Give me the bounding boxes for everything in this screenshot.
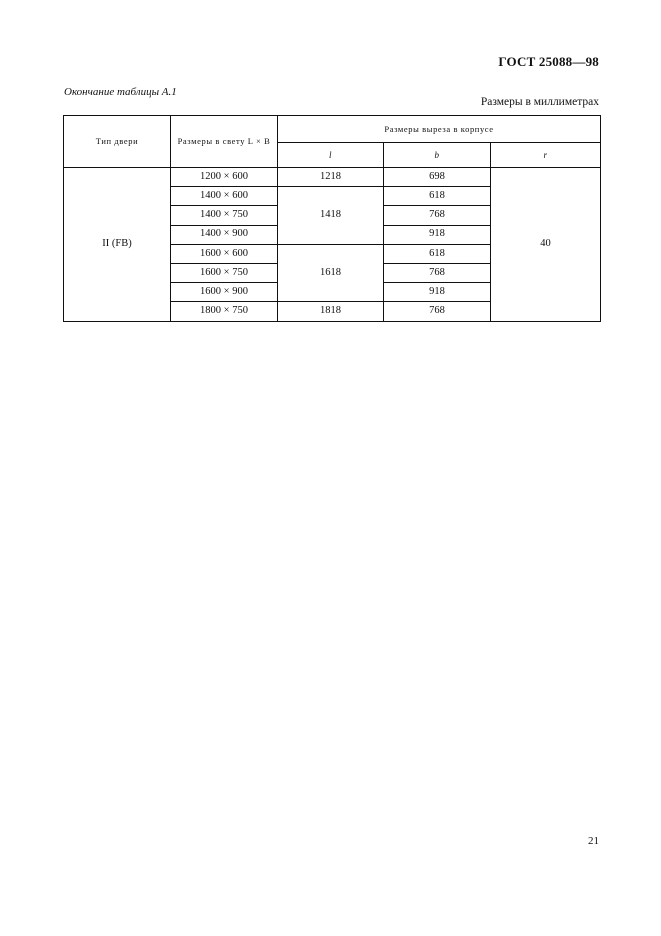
b-cell: 918	[384, 283, 491, 302]
b-cell: 768	[384, 302, 491, 321]
header-col-l: l	[278, 143, 384, 168]
table-row	[64, 168, 601, 187]
header-cutout-group: Размеры выреза в корпусе	[278, 116, 601, 143]
header-door-type: Тип двери	[64, 116, 171, 168]
page-number: 21	[588, 835, 599, 847]
b-cell: 618	[384, 244, 491, 263]
table-caption: Окончание таблицы А.1	[64, 86, 177, 98]
r-cell: 40	[491, 168, 601, 322]
units-note: Размеры в миллиметрах	[480, 96, 599, 108]
b-cell: 918	[384, 225, 491, 244]
header-col-r: r	[491, 143, 601, 168]
dimensions-table	[63, 115, 601, 322]
size-cell: 1400 × 750	[171, 206, 278, 225]
l-cell: 1818	[278, 302, 384, 321]
size-cell: 1400 × 900	[171, 225, 278, 244]
l-cell: 1218	[278, 168, 384, 187]
l-cell: 1418	[278, 187, 384, 245]
size-cell: 1200 × 600	[171, 168, 278, 187]
table-header-row	[64, 116, 601, 143]
header-col-b: b	[384, 143, 491, 168]
size-cell: 1800 × 750	[171, 302, 278, 321]
standard-designation: ГОСТ 25088—98	[498, 54, 599, 69]
b-cell: 618	[384, 187, 491, 206]
header-clear-size: Размеры в свету L × B	[171, 116, 278, 168]
size-cell: 1600 × 900	[171, 283, 278, 302]
b-cell: 768	[384, 206, 491, 225]
size-cell: 1600 × 750	[171, 263, 278, 282]
size-cell: 1600 × 600	[171, 244, 278, 263]
b-cell: 698	[384, 168, 491, 187]
size-cell: 1400 × 600	[171, 187, 278, 206]
door-type-cell: II (FB)	[64, 168, 171, 322]
b-cell: 768	[384, 263, 491, 282]
l-cell: 1618	[278, 244, 384, 302]
